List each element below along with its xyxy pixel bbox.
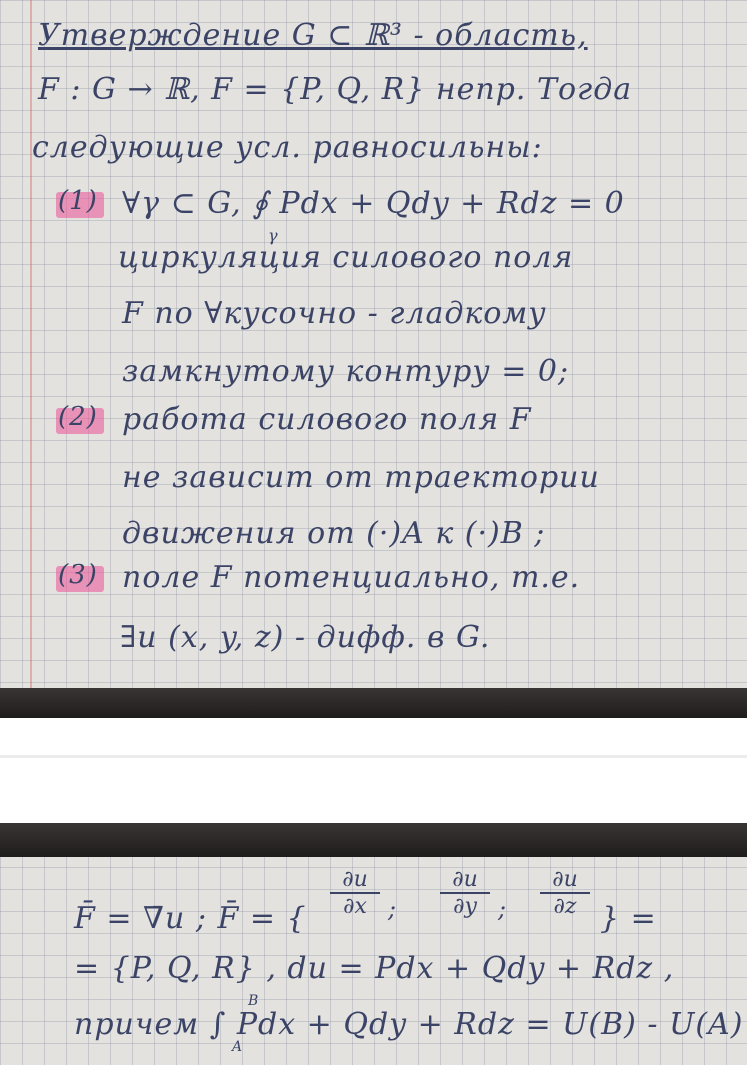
frac-num-z: ∂u: [540, 867, 590, 894]
potential-function-text: ∃u (x, y, z) - дифф. в G.: [120, 620, 491, 655]
frac-num-y: ∂u: [440, 867, 490, 894]
frac-den-z: ∂z: [553, 894, 577, 919]
item-1-label: (1): [58, 186, 98, 216]
work-text: работа силового поля F: [122, 402, 532, 437]
potential-field-text: поле F потенциально, т.е.: [122, 560, 581, 595]
differential-equation: = {P, Q, R} , du = Pdx + Qdy + Rdz ,: [74, 951, 675, 986]
partial-u-x: [330, 867, 380, 919]
circulation-text: циркуляция силового поля: [118, 240, 574, 275]
piecewise-smooth-text: F по ∀кусочно - гладкому: [122, 296, 547, 331]
item-2-label: (2): [58, 402, 98, 432]
statement-heading: Утверждение G ⊂ ℝ³ - область,: [38, 18, 588, 53]
table-edge-top: [0, 823, 747, 857]
margin-line: [30, 0, 32, 718]
notebook-photo-bottom: [0, 823, 747, 1065]
table-edge: [0, 688, 747, 718]
frac-num-x: ∂u: [330, 867, 380, 894]
function-definition: F : G → ℝ, F = {P, Q, R} непр. Тогда: [38, 72, 633, 107]
item-3-label: (3): [58, 560, 98, 590]
line-integral-equation: причем ∫ Pdx + Qdy + Rdz = U(B) - U(A): [74, 1007, 744, 1042]
integral-lower-limit: A: [232, 1039, 244, 1055]
integral-upper-limit: B: [248, 993, 260, 1009]
image-separator: [0, 755, 747, 758]
equivalence-intro: следующие усл. равносильны:: [32, 130, 543, 165]
gradient-equation: F̄ = ∇̄u ; F̄ = {: [74, 901, 307, 936]
brace-close: } =: [600, 901, 657, 936]
frac-den-x: ∂x: [343, 894, 367, 919]
partial-u-z: [540, 867, 590, 919]
partial-u-y: [440, 867, 490, 919]
frac-separator-1: ;: [388, 895, 398, 923]
frac-separator-2: ;: [498, 895, 508, 923]
closed-contour-text: замкнутому контуру = 0;: [122, 354, 570, 389]
motion-text: движения от (·)A к (·)B ;: [122, 516, 546, 551]
trajectory-text: не зависит от траектории: [122, 460, 600, 495]
contour-integral: ∀γ ⊂ G, ∮ Pdx + Qdy + Rdz = 0: [122, 186, 625, 221]
contour-subscript: γ: [268, 226, 279, 245]
frac-den-y: ∂y: [453, 894, 477, 919]
